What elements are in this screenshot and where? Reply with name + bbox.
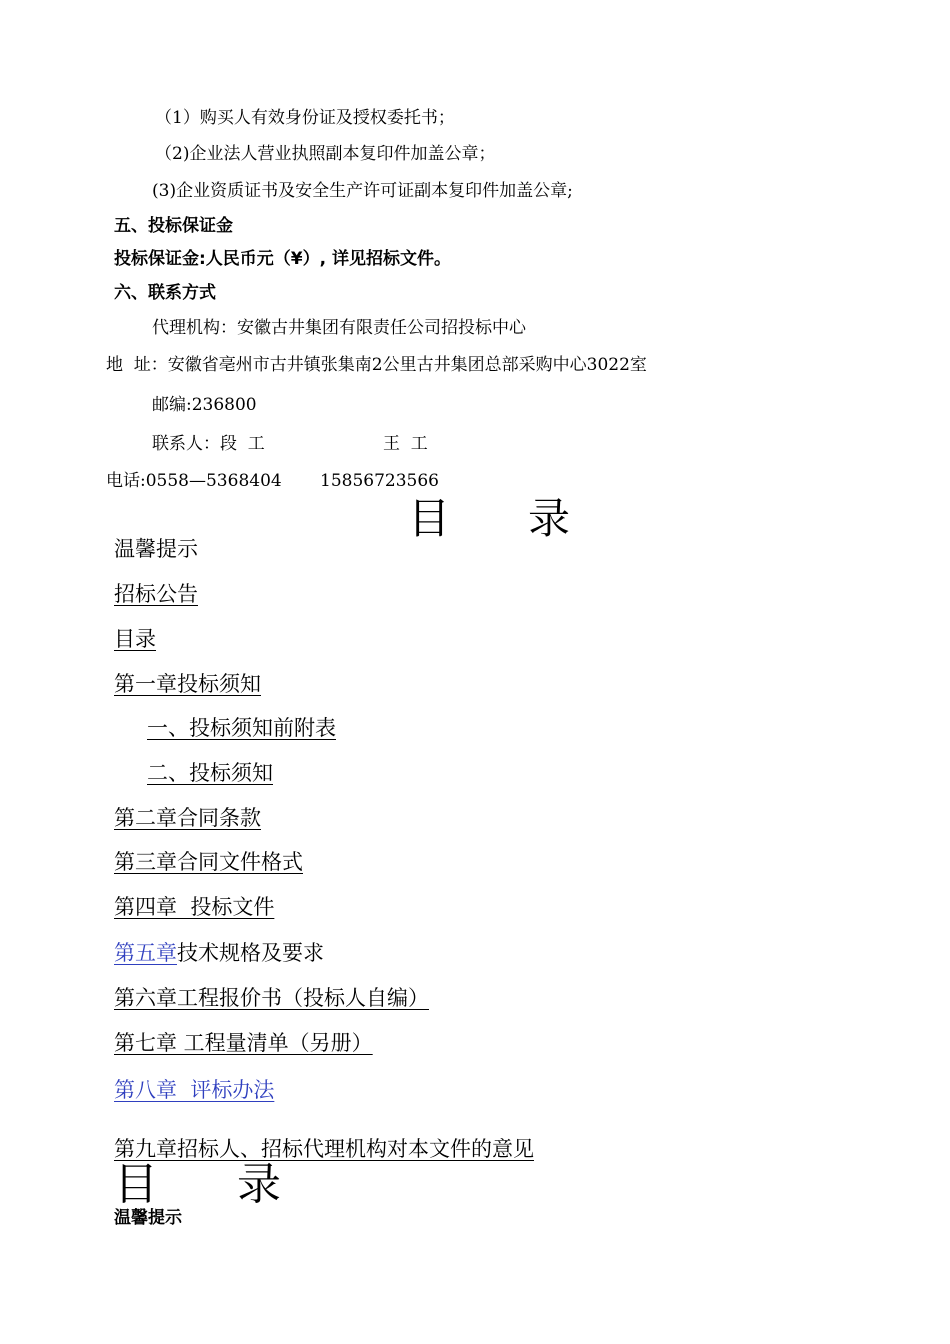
section-6-heading: 六、联系方式: [114, 283, 216, 303]
phone-line-2: 15856723566: [320, 471, 439, 491]
toc-item-contents[interactable]: 目录: [114, 627, 156, 651]
requirement-item-2: （2)企业法人营业执照副本复印件加盖公章；: [155, 144, 496, 164]
toc-item-chapter-6[interactable]: 第六章工程报价书（投标人自编）: [114, 986, 429, 1010]
toc2-title-right: 录: [237, 1159, 281, 1210]
agency-line: 代理机构：安徽古井集团有限责任公司招投标中心: [152, 318, 526, 338]
toc-item-chapter-7[interactable]: 第七章 工程量清单（另册）: [114, 1031, 373, 1055]
contact-person: 联系人：段 工: [152, 434, 265, 454]
toc-item-chapter-2[interactable]: 第二章合同条款: [114, 806, 261, 830]
toc-item-chapter-1-sub-2[interactable]: 二、投标须知: [147, 761, 273, 785]
toc-title-left: 目: [408, 494, 451, 543]
toc-item-chapter-4[interactable]: 第四章 投标文件: [114, 895, 275, 919]
postcode-line: 邮编:236800: [152, 395, 257, 415]
toc-item-chapter-5[interactable]: [114, 943, 324, 964]
toc-item-chapter-5-title: 技术规格及要求: [177, 941, 324, 965]
toc2-title-left: 目: [114, 1159, 158, 1210]
phone-line: 电话:0558—5368404: [106, 471, 282, 491]
deposit-text: 投标保证金:人民币元（¥）, 详见招标文件。: [114, 249, 452, 269]
toc-item-chapter-1-sub-1[interactable]: 一、投标须知前附表: [147, 716, 336, 740]
toc-title-right: 录: [528, 494, 571, 543]
requirement-item-3: (3)企业资质证书及安全生产许可证副本复印件加盖公章;: [152, 181, 573, 201]
toc-item-chapter-1[interactable]: 第一章投标须知: [114, 672, 261, 696]
requirement-item-1: （1）购买人有效身份证及授权委托书；: [155, 108, 455, 128]
toc2-item-tips: 温馨提示: [114, 1208, 182, 1228]
toc-item-announcement[interactable]: 招标公告: [114, 582, 198, 606]
toc-item-chapter-8[interactable]: 第八章 评标办法: [114, 1078, 275, 1102]
toc-item-tips[interactable]: 温馨提示: [114, 537, 198, 561]
section-5-heading: 五、投标保证金: [114, 216, 233, 236]
toc-item-chapter-5-link[interactable]: 第五章: [114, 941, 177, 965]
contact-person-2: 王 工: [383, 434, 428, 454]
toc-item-chapter-3[interactable]: 第三章合同文件格式: [114, 850, 303, 874]
address-line: 地 址：安徽省亳州市古井镇张集南2公里古井集团总部采购中心3022室: [106, 355, 647, 375]
toc-item-chapter-9[interactable]: 第九章招标人、招标代理机构对本文件的意见: [114, 1137, 534, 1161]
